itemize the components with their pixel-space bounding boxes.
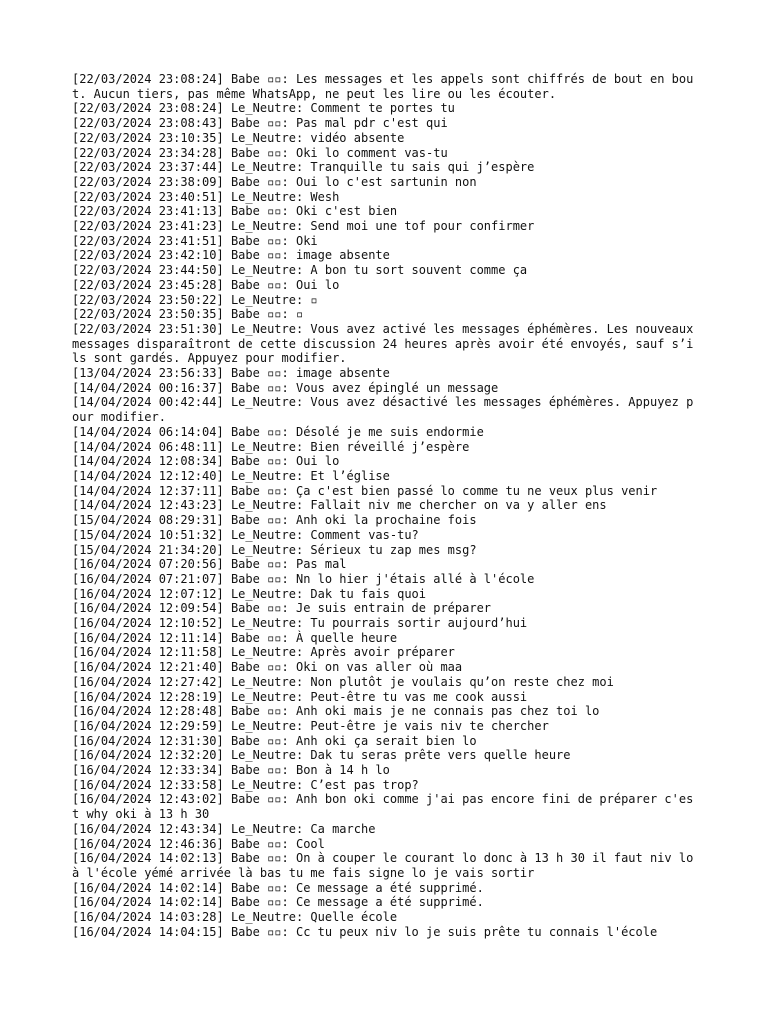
message-line: [22/03/2024 23:38:09] Babe ▫▫: Oui lo c'est sartunin non xyxy=(72,174,477,189)
message-line: [22/03/2024 23:37:44] Le_Neutre: Tranquille tu sais qui j’espère xyxy=(72,160,535,175)
message-line: [16/04/2024 07:21:07] Babe ▫▫: Nn lo hier j'étais allé à l'école xyxy=(72,571,535,586)
message-line: [22/03/2024 23:44:50] Le_Neutre: A bon tu sort souvent comme ça xyxy=(72,263,528,278)
message-line: [16/04/2024 12:10:52] Le_Neutre: Tu pourrais sortir aujourd’hui xyxy=(72,616,528,631)
message-line: [22/03/2024 23:42:10] Babe ▫▫: image absente xyxy=(72,248,390,263)
message-line: [22/03/2024 23:50:35] Babe ▫▫: ▫ xyxy=(72,307,304,322)
message-line: [14/04/2024 12:43:23] Le_Neutre: Fallait niv me chercher on va y aller ens xyxy=(72,498,607,513)
message-line: [14/04/2024 00:42:44] Le_Neutre: Vous avez désactivé les messages éphémères. Appuyez pour modifier. xyxy=(72,395,694,425)
message-line: [14/04/2024 12:37:11] Babe ▫▫: Ça c'est bien passé lo comme tu ne veux plus venir xyxy=(72,483,658,498)
message-line: [16/04/2024 12:32:20] Le_Neutre: Dak tu seras prête vers quelle heure xyxy=(72,748,571,763)
message-line: [16/04/2024 12:43:34] Le_Neutre: Ca marche xyxy=(72,821,376,836)
message-line: [16/04/2024 12:31:30] Babe ▫▫: Anh oki ça serait bien lo xyxy=(72,733,477,748)
message-line: [16/04/2024 12:11:58] Le_Neutre: Après avoir préparer xyxy=(72,645,455,660)
message-line: [16/04/2024 12:33:58] Le_Neutre: C’est pas trop? xyxy=(72,777,419,792)
message-line: [16/04/2024 07:20:56] Babe ▫▫: Pas mal xyxy=(72,557,347,572)
message-line: [22/03/2024 23:50:22] Le_Neutre: ▫ xyxy=(72,292,318,307)
message-line: [14/04/2024 00:16:37] Babe ▫▫: Vous avez épinglé un message xyxy=(72,380,499,395)
message-line: [16/04/2024 12:11:14] Babe ▫▫: À quelle heure xyxy=(72,630,398,645)
message-line: [16/04/2024 12:09:54] Babe ▫▫: Je suis entrain de préparer xyxy=(72,601,492,616)
message-line: [22/03/2024 23:08:43] Babe ▫▫: Pas mal pdr c'est qui xyxy=(72,116,448,131)
message-line: [16/04/2024 12:27:42] Le_Neutre: Non plutôt je voulais qu’on reste chez moi xyxy=(72,674,614,689)
message-line: [16/04/2024 14:02:14] Babe ▫▫: Ce message a été supprimé. xyxy=(72,880,484,895)
message-line: [15/04/2024 10:51:32] Le_Neutre: Comment vas-tu? xyxy=(72,527,419,542)
message-line: [16/04/2024 12:46:36] Babe ▫▫: Cool xyxy=(72,836,325,851)
message-line: [16/04/2024 12:07:12] Le_Neutre: Dak tu fais quoi xyxy=(72,586,427,601)
message-line: [22/03/2024 23:40:51] Le_Neutre: Wesh xyxy=(72,189,340,204)
message-line: [22/03/2024 23:34:28] Babe ▫▫: Oki lo comment vas-tu xyxy=(72,145,448,160)
message-line: [22/03/2024 23:41:51] Babe ▫▫: Oki xyxy=(72,233,318,248)
message-line: [22/03/2024 23:10:35] Le_Neutre: vidéo absente xyxy=(72,130,405,145)
message-line: [22/03/2024 23:41:13] Babe ▫▫: Oki c'est bien xyxy=(72,204,398,219)
message-line: [14/04/2024 06:48:11] Le_Neutre: Bien réveillé j’espère xyxy=(72,439,470,454)
chat-transcript xyxy=(72,72,701,939)
message-line: [22/03/2024 23:41:23] Le_Neutre: Send moi une tof pour confirmer xyxy=(72,219,535,234)
message-line: [16/04/2024 14:02:13] Babe ▫▫: On à couper le courant lo donc à 13 h 30 il faut niv lo à l'école yémé arrivée là bas tu me fais signe lo je vais sortir xyxy=(72,851,701,880)
message-line: [16/04/2024 14:03:28] Le_Neutre: Quelle école xyxy=(72,910,398,925)
message-line: [16/04/2024 14:02:14] Babe ▫▫: Ce message a été supprimé. xyxy=(72,895,484,910)
message-line: [16/04/2024 12:28:19] Le_Neutre: Peut-être tu vas me cook aussi xyxy=(72,689,528,704)
message-line: [15/04/2024 08:29:31] Babe ▫▫: Anh oki la prochaine fois xyxy=(72,513,477,528)
message-line: [13/04/2024 23:56:33] Babe ▫▫: image absente xyxy=(72,366,390,381)
message-line: [16/04/2024 12:21:40] Babe ▫▫: Oki on vas aller où maa xyxy=(72,660,463,675)
message-line: [14/04/2024 06:14:04] Babe ▫▫: Désolé je me suis endormie xyxy=(72,424,484,439)
message-line: [16/04/2024 12:28:48] Babe ▫▫: Anh oki mais je ne connais pas chez toi lo xyxy=(72,704,600,719)
message-line: [16/04/2024 12:43:02] Babe ▫▫: Anh bon oki comme j'ai pas encore fini de préparer c'est why oki à 13 h 30 xyxy=(72,792,694,822)
message-line: [14/04/2024 12:12:40] Le_Neutre: Et l’église xyxy=(72,468,390,483)
message-line: [22/03/2024 23:08:24] Babe ▫▫: Les messages et les appels sont chiffrés de bout en bout. Aucun tiers, pas même WhatsApp, ne peut les lire ou les écouter. xyxy=(72,72,694,101)
message-line: [22/03/2024 23:45:28] Babe ▫▫: Oui lo xyxy=(72,277,340,292)
message-line: [15/04/2024 21:34:20] Le_Neutre: Sérieux tu zap mes msg? xyxy=(72,542,477,557)
message-line: [14/04/2024 12:08:34] Babe ▫▫: Oui lo xyxy=(72,454,340,469)
message-line: [16/04/2024 12:33:34] Babe ▫▫: Bon à 14 h lo xyxy=(72,763,390,778)
message-line: [16/04/2024 14:04:15] Babe ▫▫: Cc tu peux niv lo je suis prête tu connais l'école xyxy=(72,924,658,939)
message-line: [22/03/2024 23:08:24] Le_Neutre: Comment te portes tu xyxy=(72,101,455,116)
message-line: [22/03/2024 23:51:30] Le_Neutre: Vous avez activé les messages éphémères. Les nouveaux messages disparaîtront de cette discussion 24 heures après avoir été envoyés, sauf s’ils sont gardés. Appuyez pour modifier. xyxy=(72,321,701,366)
message-line: [16/04/2024 12:29:59] Le_Neutre: Peut-être je vais niv te chercher xyxy=(72,718,549,733)
